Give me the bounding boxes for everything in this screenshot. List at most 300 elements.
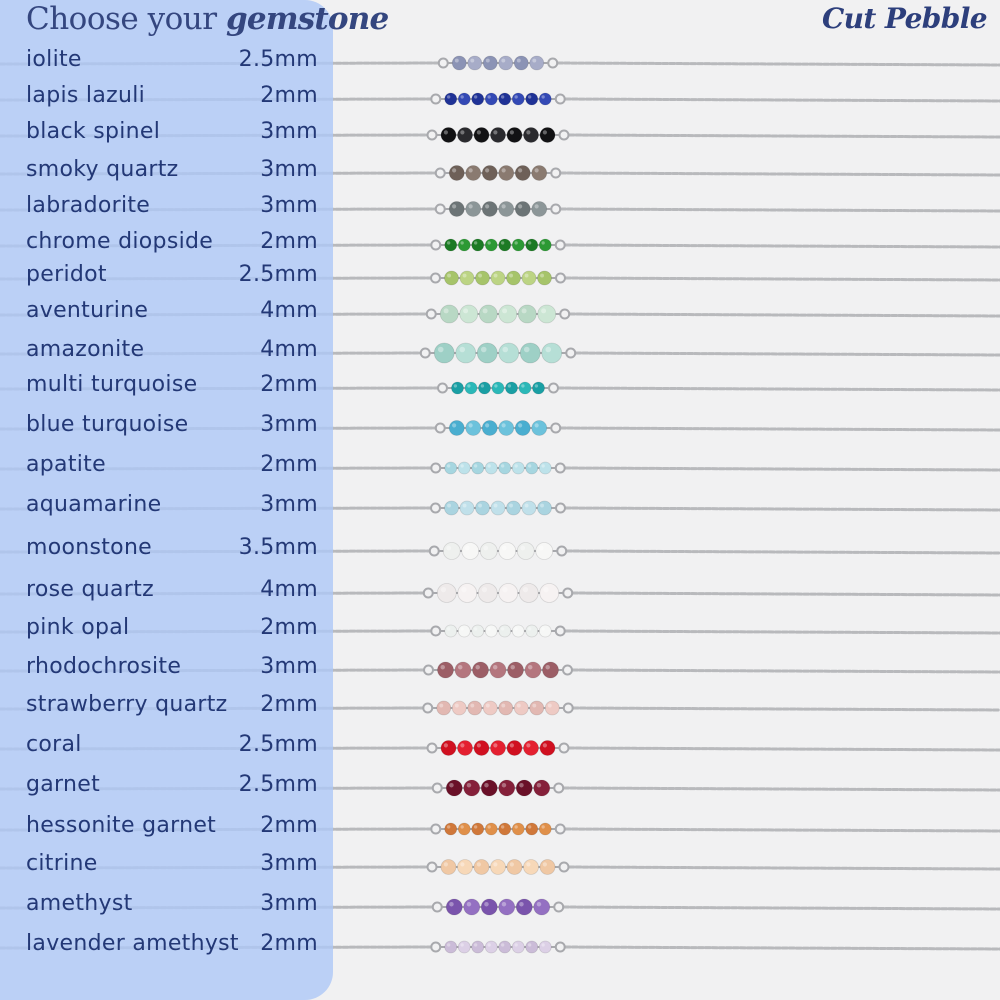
wire-loop bbox=[428, 744, 437, 753]
bead-highlight bbox=[447, 274, 451, 278]
bead-highlight bbox=[455, 59, 459, 63]
bead-highlight bbox=[482, 587, 487, 592]
wire-loop bbox=[423, 704, 432, 713]
gemstone-name: chrome diopside bbox=[26, 229, 214, 254]
gemstone-bead bbox=[539, 93, 551, 105]
bead-highlight bbox=[439, 704, 443, 708]
gemstone-name: amazonite bbox=[26, 337, 145, 362]
gemstone-bead bbox=[526, 625, 538, 637]
gemstone-bead bbox=[445, 239, 457, 251]
gemstone-option[interactable] bbox=[0, 808, 333, 844]
gemstone-bead bbox=[539, 941, 551, 953]
gemstone-option[interactable] bbox=[0, 188, 333, 224]
gemstone-option[interactable] bbox=[0, 487, 333, 523]
gemstone-size: 2mm bbox=[260, 452, 318, 477]
wire-loop bbox=[556, 95, 565, 104]
gemstone-bead bbox=[499, 93, 511, 105]
gemstone-bead bbox=[515, 166, 530, 181]
gemstone-bead bbox=[499, 899, 515, 915]
bead-highlight bbox=[528, 627, 531, 630]
gemstone-option[interactable] bbox=[0, 649, 333, 685]
bead-highlight bbox=[485, 168, 489, 172]
bead-highlight bbox=[518, 423, 522, 427]
gemstone-option[interactable] bbox=[0, 727, 333, 763]
bead-highlight bbox=[487, 464, 490, 467]
gemstone-option[interactable] bbox=[0, 687, 333, 723]
gemstone-size: 2.5mm bbox=[238, 47, 318, 72]
bead-highlight bbox=[517, 59, 521, 63]
gemstone-name: blue turquoise bbox=[26, 412, 189, 437]
bead-highlight bbox=[465, 546, 470, 551]
wire-loop bbox=[433, 903, 442, 912]
gemstone-bead bbox=[507, 271, 521, 285]
bead-highlight bbox=[537, 902, 541, 906]
gemstone-bead bbox=[464, 899, 480, 915]
bead-highlight bbox=[532, 704, 536, 708]
bead-highlight bbox=[514, 464, 517, 467]
gemstone-option[interactable] bbox=[0, 407, 333, 443]
bead-highlight bbox=[487, 627, 490, 630]
gemstone-size: 3mm bbox=[260, 851, 318, 876]
bead-highlight bbox=[526, 743, 530, 747]
bead-highlight bbox=[469, 168, 473, 172]
gemstone-bead bbox=[499, 421, 514, 436]
bead-highlight bbox=[485, 423, 489, 427]
gemstone-bead bbox=[539, 462, 551, 474]
wire-loop bbox=[431, 95, 440, 104]
gemstone-bead bbox=[491, 128, 506, 143]
gemstone-name: lavender amethyst bbox=[26, 931, 239, 956]
gemstone-size: 3mm bbox=[260, 412, 318, 437]
bead-highlight bbox=[514, 825, 517, 828]
gemstone-bead bbox=[499, 343, 519, 363]
wire-loop bbox=[431, 627, 440, 636]
gemstone-name: moonstone bbox=[26, 535, 153, 560]
gemstone-bead bbox=[458, 93, 470, 105]
gemstone-bead bbox=[539, 823, 551, 835]
bead-highlight bbox=[460, 627, 463, 630]
gemstone-bead bbox=[468, 56, 482, 70]
gemstone-bead bbox=[512, 462, 524, 474]
gemstone-size: 2mm bbox=[260, 692, 318, 717]
gemstone-bead bbox=[438, 662, 454, 678]
bead-highlight bbox=[502, 423, 506, 427]
gemstone-name: amethyst bbox=[26, 891, 133, 916]
bead-highlight bbox=[447, 504, 451, 508]
bead-highlight bbox=[474, 825, 477, 828]
chain bbox=[573, 708, 1000, 710]
gemstone-option[interactable] bbox=[0, 224, 333, 260]
wire-loop bbox=[556, 274, 565, 283]
bead-highlight bbox=[494, 274, 498, 278]
gemstone-size: 4mm bbox=[260, 337, 318, 362]
bead-highlight bbox=[517, 704, 521, 708]
bead-highlight bbox=[535, 384, 538, 387]
gemstone-bead bbox=[512, 941, 524, 953]
bead-highlight bbox=[526, 130, 530, 134]
wire-loop bbox=[556, 627, 565, 636]
gemstone-option[interactable] bbox=[0, 293, 333, 329]
gemstone-option[interactable] bbox=[0, 332, 333, 368]
gemstone-bead bbox=[499, 701, 513, 715]
bead-highlight bbox=[519, 783, 523, 787]
gemstone-bead bbox=[534, 780, 550, 796]
gemstone-bead bbox=[517, 543, 534, 560]
wire-loop bbox=[560, 131, 569, 140]
bead-highlight bbox=[502, 587, 507, 592]
gemstone-bead bbox=[472, 823, 484, 835]
bead-highlight bbox=[502, 204, 506, 208]
gemstone-name: lapis lazuli bbox=[26, 83, 146, 108]
bead-highlight bbox=[510, 130, 514, 134]
page-title: Choose your gemstone bbox=[26, 1, 389, 37]
bead-highlight bbox=[487, 943, 490, 946]
gemstone-bead bbox=[491, 271, 505, 285]
bead-highlight bbox=[501, 95, 504, 98]
gemstone-bead bbox=[473, 662, 489, 678]
bead-highlight bbox=[478, 504, 482, 508]
gemstone-bead bbox=[514, 56, 528, 70]
gemstone-bead bbox=[449, 166, 464, 181]
gemstone-option[interactable] bbox=[0, 846, 333, 882]
gemstone-bead bbox=[538, 271, 552, 285]
wire-loop bbox=[431, 943, 440, 952]
bead-highlight bbox=[444, 862, 448, 866]
gemstone-bead bbox=[512, 625, 524, 637]
gemstone-name: aventurine bbox=[26, 298, 149, 323]
gemstone-bead bbox=[483, 56, 497, 70]
gemstone-bead bbox=[482, 421, 497, 436]
gemstone-bead bbox=[540, 860, 555, 875]
bead-highlight bbox=[523, 587, 528, 592]
gemstone-bead bbox=[485, 93, 497, 105]
bead-highlight bbox=[487, 95, 490, 98]
gemstone-bead bbox=[507, 741, 522, 756]
gemstone-bead bbox=[472, 941, 484, 953]
gemstone-bead bbox=[452, 382, 464, 394]
gemstone-name: rhodochrosite bbox=[26, 654, 182, 679]
bead-highlight bbox=[501, 241, 504, 244]
bead-highlight bbox=[481, 384, 484, 387]
bead-highlight bbox=[486, 59, 490, 63]
bead-highlight bbox=[501, 943, 504, 946]
chain bbox=[565, 829, 1000, 831]
gemstone-bead bbox=[508, 662, 524, 678]
gemstone-option[interactable] bbox=[0, 114, 333, 150]
gemstone-name: citrine bbox=[26, 851, 98, 876]
gemstone-bead bbox=[458, 941, 470, 953]
gemstone-size: 2mm bbox=[260, 83, 318, 108]
gemstone-bead bbox=[483, 701, 497, 715]
gemstone-bead bbox=[485, 941, 497, 953]
gemstone-bead bbox=[443, 543, 460, 560]
gemstone-bead bbox=[512, 93, 524, 105]
wire-loop bbox=[436, 424, 445, 433]
bead-highlight bbox=[548, 704, 552, 708]
gemstone-bead bbox=[485, 823, 497, 835]
wire-loop bbox=[438, 384, 447, 393]
gemstone-bead bbox=[445, 941, 457, 953]
gemstone-bead bbox=[485, 239, 497, 251]
bead-highlight bbox=[463, 504, 467, 508]
gemstone-bead bbox=[445, 823, 457, 835]
gemstone-bead bbox=[460, 501, 474, 515]
gemstone-bead bbox=[449, 202, 464, 217]
bead-highlight bbox=[463, 308, 468, 313]
bead-highlight bbox=[460, 241, 463, 244]
bead-highlight bbox=[463, 274, 467, 278]
wire-loop bbox=[563, 666, 572, 675]
bead-highlight bbox=[514, 95, 517, 98]
brand-logo: Cut Pebble bbox=[821, 2, 987, 35]
wire-loop bbox=[556, 943, 565, 952]
wire-loop bbox=[564, 704, 573, 713]
chain bbox=[564, 788, 1000, 790]
wire-loop bbox=[560, 310, 569, 319]
bead-highlight bbox=[532, 59, 536, 63]
wire-loop bbox=[556, 241, 565, 250]
bead-highlight bbox=[438, 347, 444, 353]
bead-highlight bbox=[540, 274, 544, 278]
bead-highlight bbox=[485, 204, 489, 208]
bead-highlight bbox=[501, 59, 505, 63]
gemstone-bead bbox=[499, 166, 514, 181]
gemstone-bead bbox=[536, 543, 553, 560]
gemstone-bead bbox=[526, 462, 538, 474]
gemstone-option[interactable] bbox=[0, 572, 333, 608]
gemstone-bead bbox=[445, 625, 457, 637]
gemstone-bead bbox=[532, 202, 547, 217]
gemstone-option[interactable] bbox=[0, 78, 333, 114]
bead-highlight bbox=[518, 204, 522, 208]
gemstone-option[interactable] bbox=[0, 447, 333, 483]
bead-highlight bbox=[541, 627, 544, 630]
gemstone-bead bbox=[507, 501, 521, 515]
chain bbox=[565, 631, 1000, 633]
gemstone-bead bbox=[464, 780, 480, 796]
bead-highlight bbox=[467, 783, 471, 787]
gemstone-size: 3mm bbox=[260, 119, 318, 144]
gemstone-bead bbox=[456, 343, 476, 363]
wire-loop bbox=[433, 784, 442, 793]
wire-loop bbox=[436, 205, 445, 214]
bead-highlight bbox=[475, 665, 479, 669]
bead-highlight bbox=[509, 274, 513, 278]
gemstone-bead bbox=[539, 239, 551, 251]
chain bbox=[565, 245, 1000, 247]
gemstone-bead bbox=[530, 56, 544, 70]
bead-highlight bbox=[474, 241, 477, 244]
bead-highlight bbox=[486, 704, 490, 708]
gemstone-options-panel bbox=[0, 0, 389, 1000]
gemstone-bead bbox=[539, 625, 551, 637]
gemstone-bead bbox=[480, 543, 497, 560]
gemstone-bead bbox=[533, 382, 545, 394]
chain bbox=[565, 468, 1000, 470]
gemstone-name: labradorite bbox=[26, 193, 151, 218]
gemstone-name: iolite bbox=[26, 47, 82, 72]
gemstone-bead bbox=[474, 128, 489, 143]
wire-loop bbox=[436, 169, 445, 178]
bead-highlight bbox=[446, 546, 451, 551]
gemstone-bead bbox=[499, 780, 515, 796]
bead-highlight bbox=[474, 943, 477, 946]
wire-loop bbox=[421, 349, 430, 358]
gemstone-size: 2.5mm bbox=[238, 732, 318, 757]
gemstone-bead bbox=[507, 128, 522, 143]
gemstone-bead bbox=[520, 343, 540, 363]
bead-highlight bbox=[483, 308, 488, 313]
gemstone-option[interactable] bbox=[0, 926, 333, 962]
bead-highlight bbox=[478, 274, 482, 278]
gemstone-option[interactable] bbox=[0, 610, 333, 646]
gemstone-name: strawberry quartz bbox=[26, 692, 228, 717]
bead-highlight bbox=[474, 95, 477, 98]
gemstone-bead bbox=[526, 239, 538, 251]
bead-highlight bbox=[501, 825, 504, 828]
chain bbox=[558, 63, 1000, 65]
gemstone-bead bbox=[515, 202, 530, 217]
bead-highlight bbox=[525, 274, 529, 278]
gemstone-bead bbox=[472, 625, 484, 637]
bead-highlight bbox=[447, 627, 450, 630]
gemstone-bead bbox=[458, 625, 470, 637]
gemstone-option[interactable] bbox=[0, 767, 333, 803]
chain bbox=[569, 867, 1000, 869]
bead-highlight bbox=[541, 241, 544, 244]
gemstone-bead bbox=[499, 462, 511, 474]
gemstone-option[interactable] bbox=[0, 42, 333, 78]
gemstone-bead bbox=[492, 382, 504, 394]
bead-highlight bbox=[502, 546, 507, 551]
gemstone-bead bbox=[449, 421, 464, 436]
chain bbox=[567, 551, 1000, 553]
gemstone-size: 4mm bbox=[260, 577, 318, 602]
bead-highlight bbox=[440, 665, 444, 669]
gemstone-name: multi turquoise bbox=[26, 372, 198, 397]
bead-highlight bbox=[494, 504, 498, 508]
bead-highlight bbox=[484, 902, 488, 906]
gemstone-bead bbox=[458, 860, 473, 875]
gemstone-bead bbox=[474, 741, 489, 756]
gemstone-bead bbox=[512, 239, 524, 251]
bead-highlight bbox=[460, 825, 463, 828]
gemstone-bead bbox=[499, 543, 516, 560]
bead-highlight bbox=[519, 902, 523, 906]
bead-highlight bbox=[493, 743, 497, 747]
gemstone-bead bbox=[516, 899, 532, 915]
gemstone-bead bbox=[542, 343, 562, 363]
bead-highlight bbox=[441, 587, 446, 592]
gemstone-bead bbox=[482, 202, 497, 217]
gemstone-bead bbox=[522, 271, 536, 285]
bead-highlight bbox=[447, 464, 450, 467]
gemstone-bead bbox=[478, 584, 497, 603]
gemstone-bead bbox=[499, 823, 511, 835]
chain bbox=[565, 99, 1000, 101]
bead-highlight bbox=[510, 665, 514, 669]
gemstone-bead bbox=[499, 584, 518, 603]
gemstone-bead bbox=[458, 741, 473, 756]
bead-highlight bbox=[458, 665, 462, 669]
gemstone-bead bbox=[460, 305, 478, 323]
bead-highlight bbox=[493, 665, 497, 669]
bead-highlight bbox=[455, 704, 459, 708]
bead-highlight bbox=[467, 902, 471, 906]
gemstone-name: garnet bbox=[26, 772, 101, 797]
gemstone-bead bbox=[466, 166, 481, 181]
gemstone-option[interactable] bbox=[0, 257, 333, 293]
chain bbox=[561, 209, 1000, 211]
gemstone-bead bbox=[538, 305, 556, 323]
wire-loop bbox=[560, 744, 569, 753]
gemstone-option[interactable] bbox=[0, 152, 333, 188]
bead-highlight bbox=[469, 204, 473, 208]
wire-loop bbox=[556, 504, 565, 513]
wire-loop bbox=[431, 825, 440, 834]
gemstone-bead bbox=[458, 462, 470, 474]
gemstone-bead bbox=[485, 625, 497, 637]
bead-highlight bbox=[469, 423, 473, 427]
bead-highlight bbox=[481, 347, 487, 353]
bead-highlight bbox=[535, 423, 539, 427]
bead-highlight bbox=[470, 704, 474, 708]
wire-loop bbox=[428, 863, 437, 872]
gemstone-bead bbox=[460, 271, 474, 285]
gemstone-bead bbox=[446, 780, 462, 796]
gemstone-bead bbox=[499, 202, 514, 217]
bead-highlight bbox=[528, 241, 531, 244]
gemstone-bead bbox=[540, 128, 555, 143]
gemstone-size: 3mm bbox=[260, 492, 318, 517]
gemstone-bead bbox=[491, 501, 505, 515]
gemstone-bead bbox=[474, 860, 489, 875]
gemstone-option[interactable] bbox=[0, 530, 333, 566]
wire-loop bbox=[560, 863, 569, 872]
bead-highlight bbox=[521, 384, 524, 387]
chain bbox=[559, 388, 1000, 390]
chain bbox=[573, 593, 1000, 595]
gemstone-name: aquamarine bbox=[26, 492, 162, 517]
chain bbox=[569, 135, 1000, 137]
gemstone-name: pink opal bbox=[26, 615, 130, 640]
gemstone-bead bbox=[499, 625, 511, 637]
gemstone-bead bbox=[490, 662, 506, 678]
gemstone-bead bbox=[522, 501, 536, 515]
gemstone-option[interactable] bbox=[0, 367, 333, 403]
gemstone-bead bbox=[515, 421, 530, 436]
gemstone-bead bbox=[540, 584, 559, 603]
bead-highlight bbox=[520, 546, 525, 551]
gemstone-bead bbox=[524, 741, 539, 756]
bead-highlight bbox=[518, 168, 522, 172]
gemstone-option[interactable] bbox=[0, 886, 333, 922]
bead-highlight bbox=[541, 308, 546, 313]
wire-loop bbox=[427, 310, 436, 319]
wire-loop bbox=[566, 349, 575, 358]
bead-highlight bbox=[524, 347, 530, 353]
gemstone-bead bbox=[465, 382, 477, 394]
wire-loop bbox=[439, 59, 448, 68]
bead-highlight bbox=[502, 168, 506, 172]
bead-highlight bbox=[452, 204, 456, 208]
bead-highlight bbox=[454, 384, 457, 387]
chain bbox=[561, 173, 1000, 175]
bead-highlight bbox=[460, 130, 464, 134]
bead-highlight bbox=[543, 862, 547, 866]
gemstone-bead bbox=[526, 93, 538, 105]
gemstone-bead bbox=[452, 701, 466, 715]
